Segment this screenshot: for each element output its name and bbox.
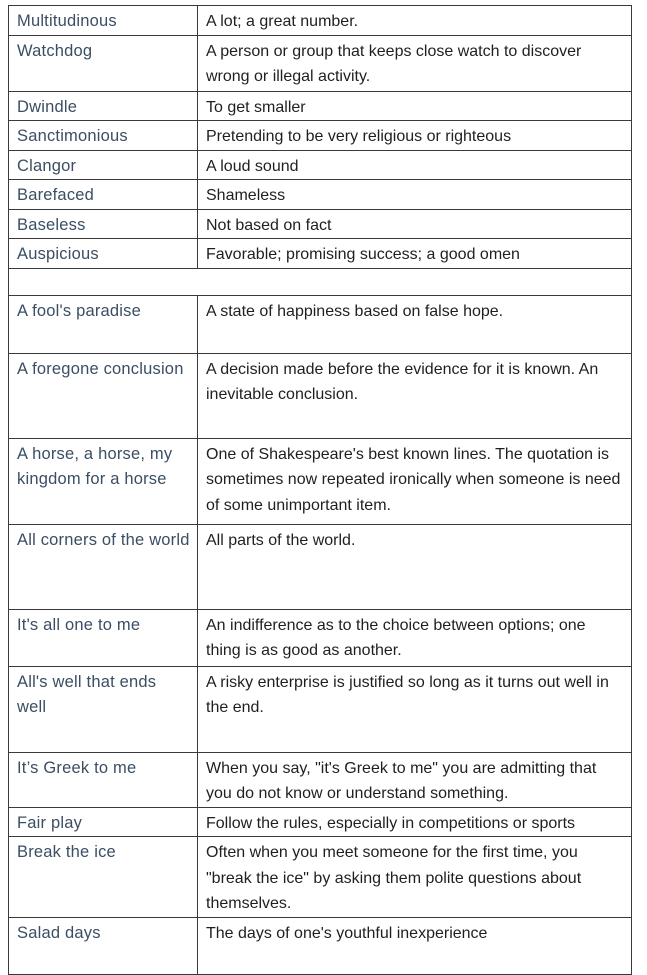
table-row: [9, 209, 632, 239]
term-cell: Sanctimonious: [9, 121, 198, 151]
table-row: [9, 752, 632, 807]
table-row: [9, 150, 632, 180]
table-row: [9, 524, 632, 609]
table-row: [9, 609, 632, 666]
definition-cell: When you say, "it's Greek to me" you are admitting that you do not know or understand something.: [198, 752, 632, 807]
spacer-row: [9, 268, 632, 295]
definition-cell: A loud sound: [198, 150, 632, 180]
term-cell: Multitudinous: [9, 6, 198, 36]
table-row: [9, 438, 632, 524]
term-cell: It’s Greek to me: [9, 752, 198, 807]
table-row: [9, 239, 632, 269]
term-cell: Auspicious: [9, 239, 198, 269]
term-cell: Clangor: [9, 150, 198, 180]
definition-cell: An indifference as to the choice between options; one thing is as good as another.: [198, 609, 632, 666]
definition-cell: Follow the rules, especially in competitions or sports: [198, 807, 632, 837]
definition-cell: Often when you meet someone for the first time, you "break the ice" by asking them polite questions about themselves.: [198, 837, 632, 918]
term-cell: Dwindle: [9, 91, 198, 121]
definition-cell: A state of happiness based on false hope.: [198, 295, 632, 353]
term-cell: Baseless: [9, 209, 198, 239]
table-row: [9, 91, 632, 121]
table-row: [9, 666, 632, 752]
term-cell: Barefaced: [9, 180, 198, 210]
definition-cell: The days of one's youthful inexperience: [198, 917, 632, 974]
term-cell: A horse, a horse, my kingdom for a horse: [9, 438, 198, 524]
table-row: [9, 35, 632, 91]
table-row: [9, 6, 632, 36]
term-cell: All's well that ends well: [9, 666, 198, 752]
table-row: [9, 807, 632, 837]
term-cell: Fair play: [9, 807, 198, 837]
table-row: [9, 180, 632, 210]
glossary-table: [8, 5, 632, 975]
term-cell: It's all one to me: [9, 609, 198, 666]
table-row: [9, 917, 632, 974]
table-row: [9, 837, 632, 918]
term-cell: All corners of the world: [9, 524, 198, 609]
definition-cell: Pretending to be very religious or righteous: [198, 121, 632, 151]
definition-cell: A person or group that keeps close watch to discover wrong or illegal activity.: [198, 35, 632, 91]
definition-cell: A decision made before the evidence for it is known. An inevitable conclusion.: [198, 353, 632, 438]
term-cell: Watchdog: [9, 35, 198, 91]
definition-cell: A risky enterprise is justified so long as it turns out well in the end.: [198, 666, 632, 752]
definition-cell: Favorable; promising success; a good omen: [198, 239, 632, 269]
term-cell: Break the ice: [9, 837, 198, 918]
definition-cell: Shameless: [198, 180, 632, 210]
table-row: [9, 295, 632, 353]
table-row: [9, 353, 632, 438]
definition-cell: One of Shakespeare's best known lines. The quotation is sometimes now repeated ironically when someone is need of some unimportant item.: [198, 438, 632, 524]
definition-cell: To get smaller: [198, 91, 632, 121]
spacer-cell: [9, 268, 632, 295]
term-cell: A foregone conclusion: [9, 353, 198, 438]
table-row: [9, 121, 632, 151]
definition-cell: Not based on fact: [198, 209, 632, 239]
term-cell: Salad days: [9, 917, 198, 974]
definition-cell: A lot; a great number.: [198, 6, 632, 36]
definition-cell: All parts of the world.: [198, 524, 632, 609]
term-cell: A fool's paradise: [9, 295, 198, 353]
